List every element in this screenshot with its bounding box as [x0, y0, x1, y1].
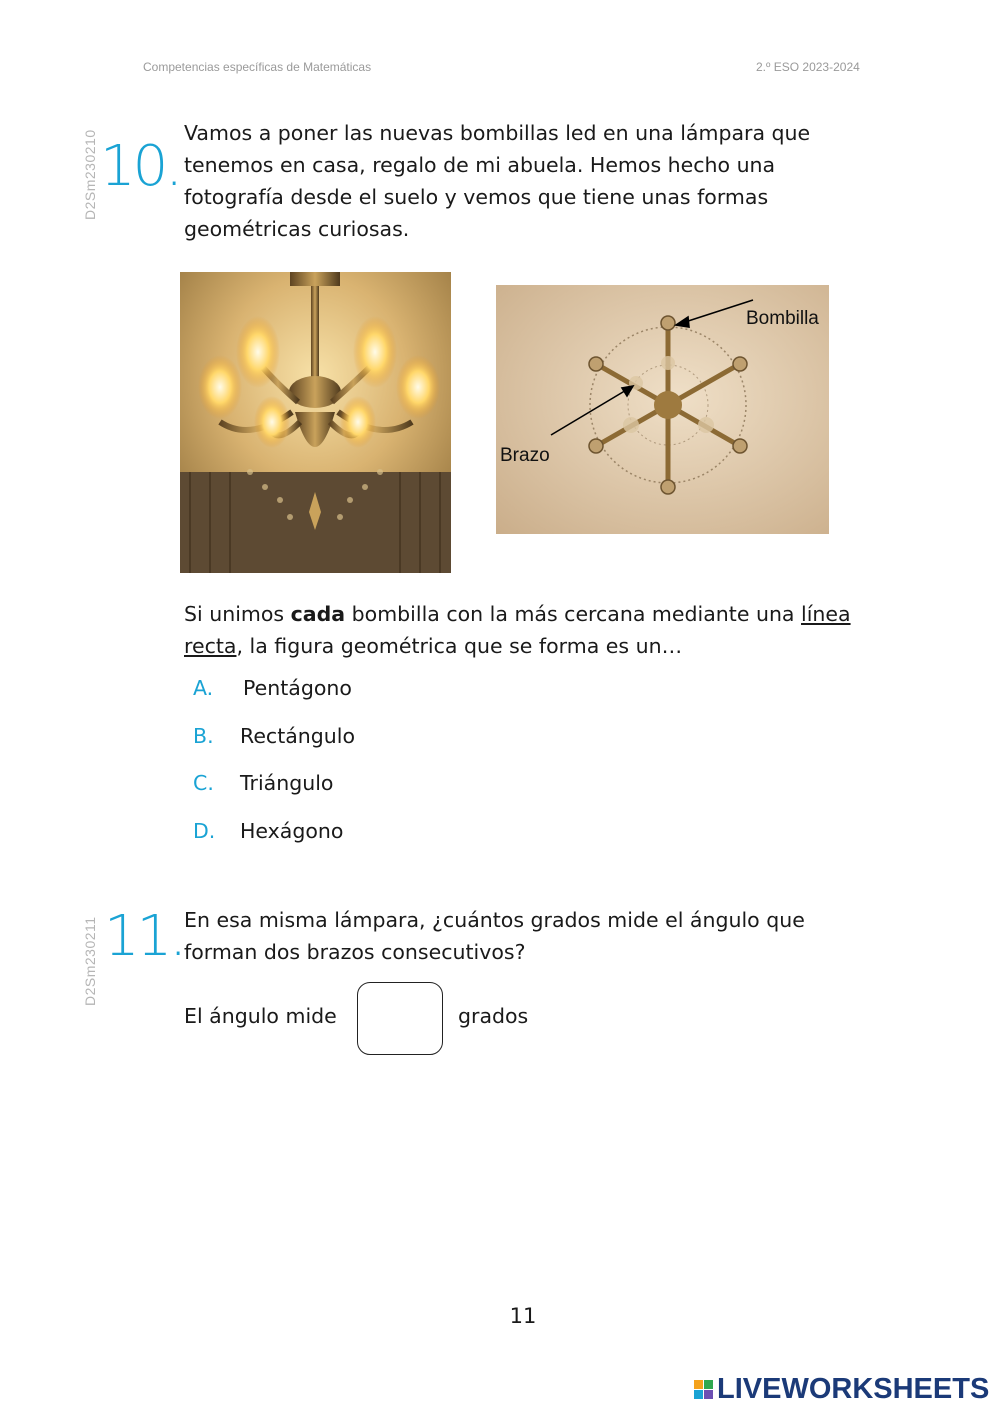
prompt-text-3: , la figura geométrica que se forma es un…	[236, 634, 683, 658]
question-number-10: 10.	[100, 134, 181, 199]
question-10-intro: Vamos a poner las nuevas bombillas led en una lámpara que tenemos en casa, regalo de mi abuela. Hemos hecho una fotografía desde el suelo y vemos que tiene unas formas geométricas curiosas.	[184, 121, 811, 241]
angle-answer-input[interactable]	[357, 982, 443, 1055]
prompt-text-2: bombilla con la más cercana mediante una	[345, 602, 802, 626]
question-11-text: En esa misma lámpara, ¿cuántos grados mide el ángulo que forman dos brazos consecutivos?	[184, 908, 805, 964]
header-left: Competencias específicas de Matemáticas	[143, 60, 372, 74]
option-a-letter: A.	[193, 676, 214, 700]
question-code-10: D2Sm230210	[82, 129, 98, 220]
chandelier-bottom-view-diagram	[496, 285, 829, 534]
question-10-prompt	[184, 598, 874, 662]
prompt-underlined: línea recta	[184, 602, 851, 658]
option-d-text: Hexágono	[240, 819, 344, 843]
question-code-11: D2Sm230211	[82, 916, 98, 1006]
liveworksheets-logo[interactable]	[694, 1374, 989, 1404]
logo-text: LIVEWORKSHEETS	[717, 1372, 990, 1405]
prompt-text-1: Si unimos	[184, 602, 291, 626]
option-c-text: Triángulo	[240, 771, 334, 795]
answer-prefix: El ángulo mide	[184, 1004, 337, 1028]
page-number: 11	[509, 1304, 537, 1328]
option-d-letter: D.	[193, 819, 216, 843]
label-bulb: Bombilla	[746, 308, 819, 329]
option-b-letter: B.	[193, 724, 214, 748]
answer-suffix: grados	[458, 1004, 529, 1028]
option-c-letter: C.	[193, 771, 214, 795]
chandelier-photo	[180, 272, 451, 573]
header-right: 2.º ESO 2023-2024	[756, 60, 860, 74]
label-arm: Brazo	[500, 445, 550, 466]
option-b-text: Rectángulo	[240, 724, 356, 748]
question-number-11: 11.	[104, 904, 185, 969]
prompt-bold-word: cada	[290, 602, 346, 626]
logo-mark-icon	[694, 1380, 713, 1399]
option-a-text: Pentágono	[243, 676, 352, 700]
